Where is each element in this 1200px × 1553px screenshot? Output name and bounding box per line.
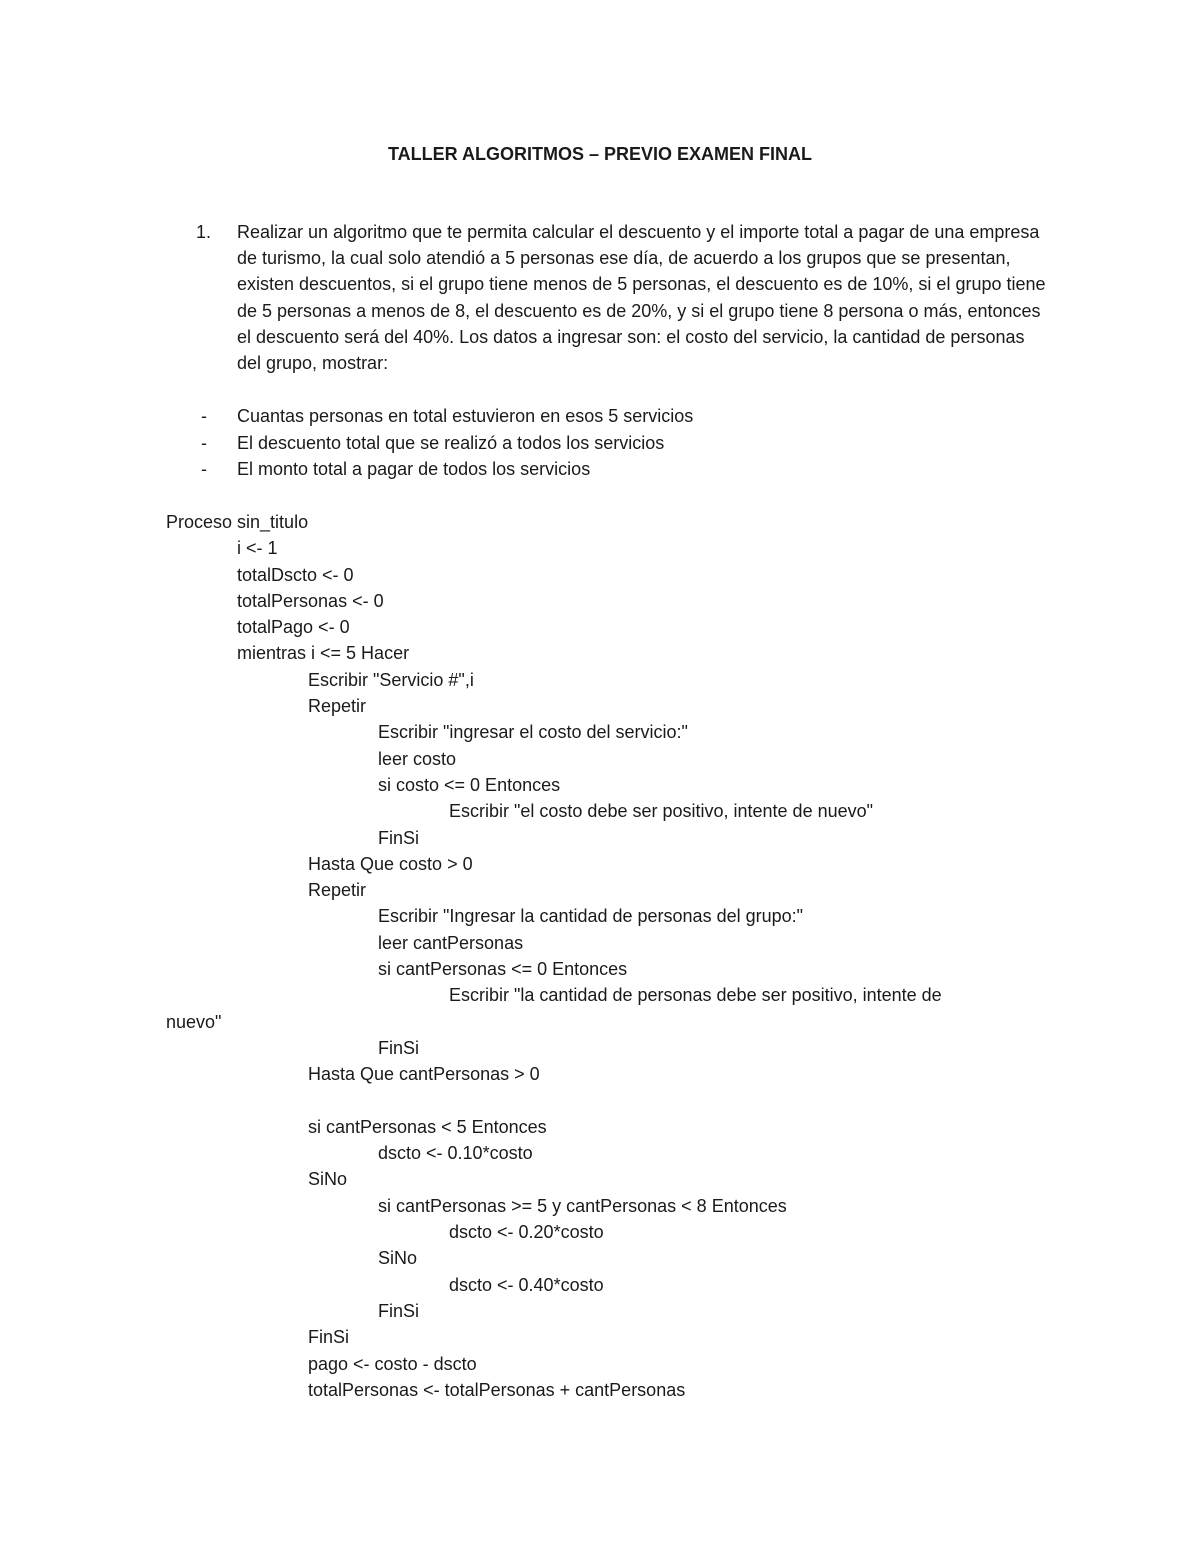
code-line: si costo <= 0 Entonces — [378, 774, 561, 795]
list-item — [201, 403, 1051, 430]
code-line: Escribir "Ingresar la cantidad de personas del grupo:" — [378, 906, 804, 927]
code-line: leer costo — [378, 748, 457, 769]
list-item-text: El descuento total que se realizó a todos los servicios — [237, 432, 665, 453]
code-line: Hasta Que costo > 0 — [308, 853, 473, 874]
code-line: mientras i <= 5 Hacer — [237, 643, 410, 664]
list-item-text: Cuantas personas en total estuvieron en esos 5 servicios — [237, 406, 694, 426]
list-item — [201, 430, 1051, 457]
code-line: totalPersonas <- 0 — [237, 590, 384, 611]
code-line: dscto <- 0.10*costo — [378, 1143, 533, 1164]
problem-text: Realizar un algoritmo que te permita calcular el descuento y el importe total a pagar de una empresa de turismo, la cual solo atendió a 5 personas ese día, de acuerdo a los grupos que se presentan, existen descuentos, si el grupo tiene menos de 5 personas, el descuento es de 10%, si el grupo tiene de 5 personas a menos de 8, el descuento es de 20%, y si el grupo tiene 8 persona o más, entonces el descuento será del 40%. Los datos a ingresar son: el costo del servicio, la cantidad de personas del grupo, mostrar: — [237, 222, 1046, 374]
code-line: i <- 1 — [237, 538, 278, 559]
code-line: si cantPersonas >= 5 y cantPersonas < 8 Entonces — [378, 1195, 787, 1216]
code-line: leer cantPersonas — [378, 932, 524, 953]
code-line: dscto <- 0.20*costo — [449, 1222, 604, 1243]
list-item — [201, 456, 1051, 483]
code-line: si cantPersonas <= 0 Entonces — [378, 959, 628, 980]
code-line: Repetir — [308, 696, 367, 717]
code-line: Proceso sin_titulo — [166, 512, 309, 532]
code-line: SiNo — [308, 1169, 348, 1190]
code-line: nuevo" — [166, 1011, 222, 1032]
bullet-dash: - — [201, 459, 207, 479]
code-line: FinSi — [378, 1300, 420, 1321]
code-line: dscto <- 0.40*costo — [449, 1274, 604, 1295]
code-line: Escribir "Servicio #",i — [308, 669, 474, 690]
document-title: TALLER ALGORITMOS – PREVIO EXAMEN FINAL — [387, 144, 812, 164]
code-line: Repetir — [308, 880, 367, 901]
code-line: totalDscto <- 0 — [237, 564, 354, 585]
code-line: Hasta Que cantPersonas > 0 — [308, 1064, 540, 1085]
problem-number: 1. — [196, 222, 212, 242]
code-line: FinSi — [378, 1037, 420, 1058]
problem-item — [196, 219, 1046, 376]
code-line: Escribir "la cantidad de personas debe ser positivo, intente de — [449, 985, 942, 1006]
code-line: FinSi — [308, 1327, 350, 1348]
pseudocode-block — [166, 509, 1046, 1403]
bullet-dash: - — [201, 432, 207, 453]
code-line: totalPago <- 0 — [237, 617, 350, 638]
code-line: si cantPersonas < 5 Entonces — [308, 1116, 547, 1137]
output-requirements-list — [201, 403, 1051, 483]
code-line: SiNo — [378, 1248, 418, 1269]
code-line: Escribir "el costo debe ser positivo, intente de nuevo" — [449, 801, 874, 822]
code-line: Escribir "ingresar el costo del servicio:" — [378, 722, 688, 743]
code-line: pago <- costo - dscto — [308, 1353, 477, 1374]
bullet-dash: - — [201, 406, 207, 426]
code-line-blank — [166, 1088, 1046, 1114]
list-item-text: El monto total a pagar de todos los servicios — [237, 459, 591, 479]
code-line: totalPersonas <- totalPersonas + cantPersonas — [308, 1379, 686, 1400]
code-line: FinSi — [378, 827, 420, 848]
